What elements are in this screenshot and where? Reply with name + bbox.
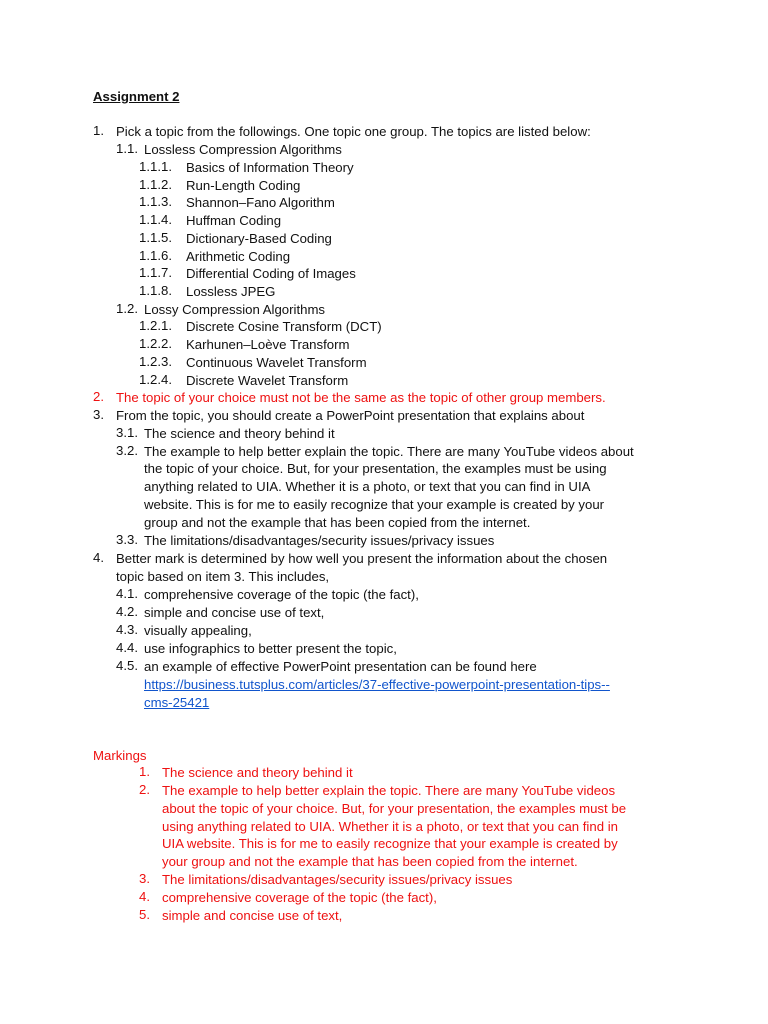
list-item-text: website. This is for me to easily recognize that your example is created by your (144, 497, 605, 512)
list-number: 3.1. (116, 425, 138, 440)
list-item-text: The example to help better explain the topic. There are many YouTube videos about (144, 444, 634, 459)
list-number: 1.1. (116, 141, 138, 156)
list-item-text: The topic of your choice must not be the same as the topic of other group members. (116, 390, 606, 405)
list-number: 1.2.3. (139, 354, 172, 369)
list-number: 1.2.1. (139, 318, 172, 333)
list-item-text: an example of effective PowerPoint presentation can be found here (144, 659, 537, 674)
list-item-text: the topic of your choice. But, for your presentation, the examples must be using (144, 461, 607, 476)
list-number: 3. (139, 871, 150, 886)
list-item-text: anything related to UIA. Whether it is a photo, or text that you can find in UIA (144, 479, 591, 494)
list-item-text: comprehensive coverage of the topic (the fact), (144, 587, 419, 602)
list-item-text: Differential Coding of Images (186, 266, 356, 281)
list-number: 1.1.6. (139, 248, 172, 263)
list-number: 3. (93, 407, 104, 422)
list-item-text: Discrete Cosine Transform (DCT) (186, 319, 382, 334)
list-item-text: Dictionary-Based Coding (186, 231, 332, 246)
list-item-text: visually appealing, (144, 623, 252, 638)
list-number: 4.5. (116, 658, 138, 673)
list-number: 3.2. (116, 443, 138, 458)
list-number: 2. (139, 782, 150, 797)
list-item-text: Run-Length Coding (186, 178, 301, 193)
list-item-text: Basics of Information Theory (186, 160, 354, 175)
presentation-tips-link-continued[interactable]: cms-25421 (144, 695, 210, 710)
list-number: 4.3. (116, 622, 138, 637)
marking-text: your group and not the example that has been copied from the internet. (162, 854, 578, 869)
list-number: 3.3. (116, 532, 138, 547)
list-item-text: Lossless Compression Algorithms (144, 142, 342, 157)
marking-text: The science and theory behind it (162, 765, 353, 780)
list-item-text: use infographics to better present the topic, (144, 641, 397, 656)
list-item-text: Karhunen–Loève Transform (186, 337, 350, 352)
list-number: 1.2.4. (139, 372, 172, 387)
list-number: 1. (139, 764, 150, 779)
list-number: 1.1.3. (139, 194, 172, 209)
list-number: 4.4. (116, 640, 138, 655)
list-number: 1.2. (116, 301, 138, 316)
marking-text: The example to help better explain the topic. There are many YouTube videos (162, 783, 616, 798)
list-number: 4.1. (116, 586, 138, 601)
list-item-text: group and not the example that has been copied from the internet. (144, 515, 531, 530)
list-item-text: Lossless JPEG (186, 284, 276, 299)
list-number: 4. (139, 889, 150, 904)
assignment-title: Assignment 2 (93, 89, 180, 104)
marking-text: comprehensive coverage of the topic (the fact), (162, 890, 437, 905)
list-item-text: Continuous Wavelet Transform (186, 355, 367, 370)
presentation-tips-link[interactable]: https://business.tutsplus.com/articles/37-effective-powerpoint-presentation-tips-- (144, 677, 610, 692)
marking-text: simple and concise use of text, (162, 908, 343, 923)
marking-text: about the topic of your choice. But, for your presentation, the examples must be (162, 801, 627, 816)
list-item-text: topic based on item 3. This includes, (116, 569, 330, 584)
list-item-text: Lossy Compression Algorithms (144, 302, 326, 317)
list-number: 1.2.2. (139, 336, 172, 351)
marking-text: The limitations/disadvantages/security issues/privacy issues (162, 872, 513, 887)
list-item-text: simple and concise use of text, (144, 605, 325, 620)
list-item-text: Better mark is determined by how well you present the information about the chosen (116, 551, 608, 566)
marking-text: using anything related to UIA. Whether it is a photo, or text that you can find in (162, 819, 618, 834)
list-item-text: The limitations/disadvantages/security issues/privacy issues (144, 533, 495, 548)
markings-heading: Markings (93, 748, 147, 763)
list-number: 4. (93, 550, 104, 565)
list-number: 1. (93, 123, 104, 138)
marking-text: UIA website. This is for me to easily recognize that your example is created by (162, 836, 618, 851)
list-number: 1.1.8. (139, 283, 172, 298)
list-item-text: Discrete Wavelet Transform (186, 373, 349, 388)
list-number: 1.1.1. (139, 159, 172, 174)
list-number: 2. (93, 389, 104, 404)
list-item-text: Arithmetic Coding (186, 249, 291, 264)
list-item-text: Pick a topic from the followings. One topic one group. The topics are listed below: (116, 124, 591, 139)
list-item-text: Huffman Coding (186, 213, 282, 228)
list-number: 4.2. (116, 604, 138, 619)
list-item-text: The science and theory behind it (144, 426, 335, 441)
list-item-text: From the topic, you should create a PowerPoint presentation that explains about (116, 408, 585, 423)
list-number: 1.1.4. (139, 212, 172, 227)
list-number: 1.1.2. (139, 177, 172, 192)
list-number: 1.1.7. (139, 265, 172, 280)
list-number: 5. (139, 907, 150, 922)
list-item-text: Shannon–Fano Algorithm (186, 195, 335, 210)
list-number: 1.1.5. (139, 230, 172, 245)
